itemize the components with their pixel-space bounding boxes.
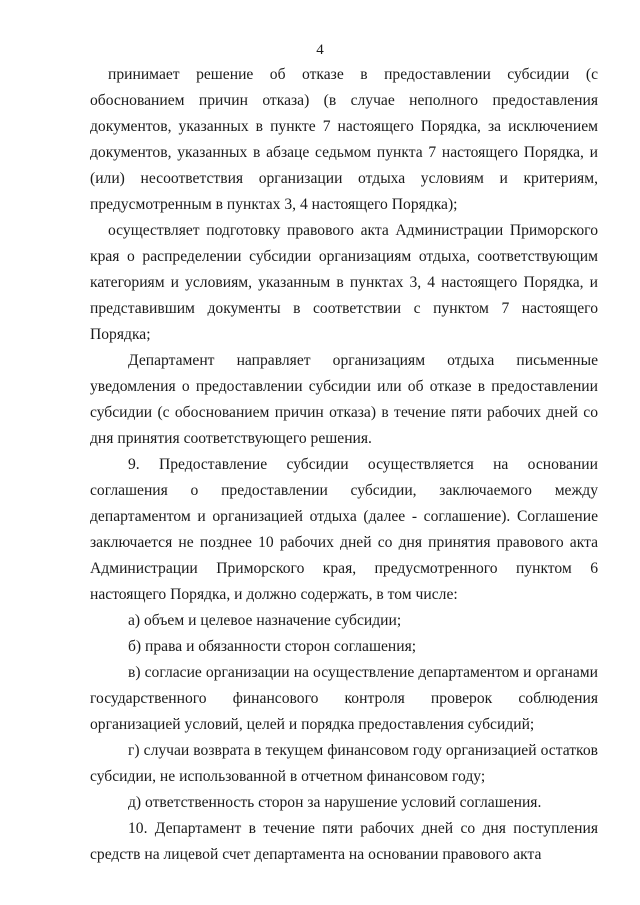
page-number: 4: [316, 42, 324, 58]
document-body: [90, 62, 598, 868]
list-item-b: б) права и обязанности сторон соглашения;: [128, 638, 417, 655]
list-item-e: д) ответственность сторон за нарушение условий соглашения.: [128, 794, 542, 811]
list-item-a: а) объем и целевое назначение субсидии;: [128, 612, 402, 629]
list-item-c: в) согласие организации на осуществление департаментом и органами государственного финансового контроля проверок соблюдения организацией условий, целей и порядка предоставления субсидий;: [90, 664, 598, 733]
paragraph-notification: Департамент направляет организациям отдыха письменные уведомления о предоставлении субсидии или об отказе в предоставлении субсидии (с обоснованием причин отказа) в течение пяти рабочих дней со дня принятия соответствующего решения.: [90, 352, 598, 447]
list-item-d: г) случаи возврата в текущем финансовом году организацией остатков субсидии, не использованной в отчетном финансовом году;: [90, 742, 598, 785]
paragraph-refusal-decision: принимает решение об отказе в предоставлении субсидии (с обоснованием причин отказа) (в случае неполного предоставления документов, указанных в пункте 7 настоящего Порядка, за исключением документов, указанных в абзаце седьмом пункта 7 настоящего Порядка, и (или) несоответствия организации отдыха условиям и критериям, предусмотренным в пунктах 3, 4 настоящего Порядка);: [90, 66, 598, 213]
paragraph-legal-act-preparation: осуществляет подготовку правового акта Администрации Приморского края о распределении субсидии организациям отдыха, соответствующим категориям и условиям, указанным в пунктах 3, 4 настоящего Порядка, и представившим документы в соответствии с пунктом 7 настоящего Порядка;: [90, 222, 598, 343]
paragraph-item-9: 9. Предоставление субсидии осуществляется на основании соглашения о предоставлении субсидии, заключаемого между департаментом и организацией отдыха (далее - соглашение). Соглашение заключается не позднее 10 рабочих дней со дня принятия правового акта Администрации Приморского края, предусмотренного пунктом 6 настоящего Порядка, и должно содержать, в том числе:: [90, 456, 598, 603]
paragraph-item-10: 10. Департамент в течение пяти рабочих дней со дня поступления средств на лицевой счет департамента на основании правового акта: [90, 820, 598, 863]
